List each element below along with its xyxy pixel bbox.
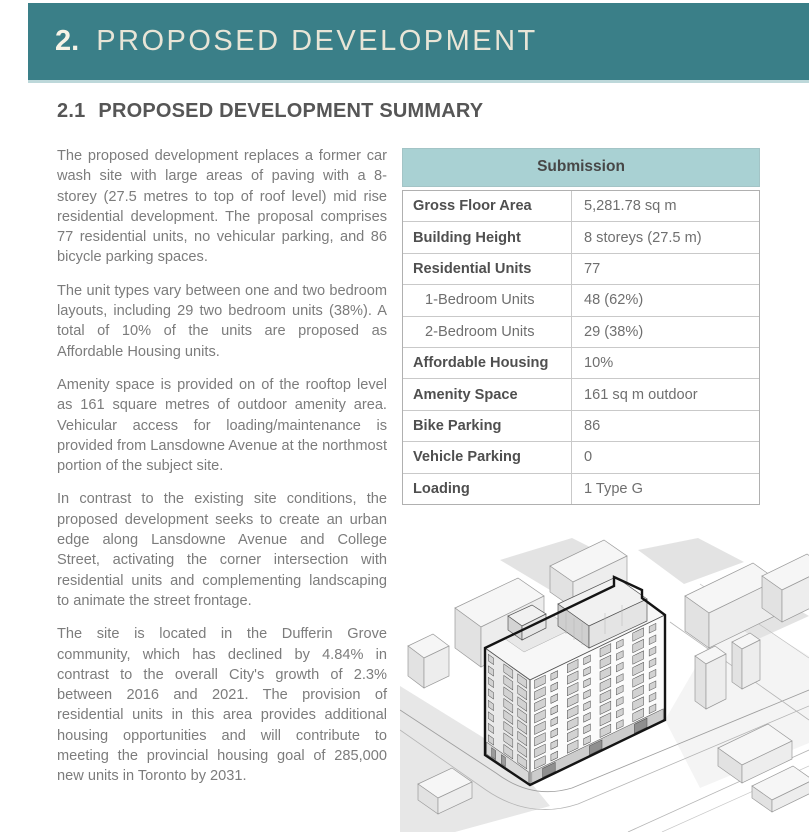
table-row (403, 347, 759, 378)
chapter-number: 2. (55, 25, 80, 57)
row-label: Amenity Space (413, 386, 518, 403)
row-label: 1-Bedroom Units (425, 292, 535, 309)
section-number: 2.1 (57, 100, 86, 122)
table-header: Submission (402, 148, 760, 187)
table-row (403, 473, 759, 504)
row-value: 77 (571, 254, 759, 284)
chapter-title: PROPOSED DEVELOPMENT (96, 25, 538, 57)
table-row (403, 441, 759, 472)
row-value: 8 storeys (27.5 m) (571, 222, 759, 252)
row-value: 86 (571, 411, 759, 441)
section-heading (57, 100, 483, 123)
paragraph: The site is located in the Dufferin Grove community, which has declined by 4.84% in contrast to the overall City's growth of 2.3% between 2016 and 2021. The provision of residential units in this area provides additional housing opportunities and will contribute to meeting the provincial housing goal of 285,000 new units in Toronto by 2031. (57, 626, 387, 785)
row-value: 48 (62%) (571, 285, 759, 315)
section-title: PROPOSED DEVELOPMENT SUMMARY (98, 100, 484, 122)
paragraph: Amenity space is provided on of the rooftop level as 161 square metres of outdoor amenity area. Vehicular access for loading/maintenance is provided from Lansdowne Avenue at the northmost portion of the subject site. (57, 376, 387, 475)
table-row (403, 191, 759, 221)
chapter-banner (28, 3, 809, 83)
table-row (403, 221, 759, 252)
row-label: 2-Bedroom Units (425, 323, 535, 340)
paragraph: The unit types vary between one and two bedroom layouts, including 29 two bedroom units (38%). A total of 10% of the units are proposed as Affordable Housing units. (57, 282, 387, 360)
row-value: 1 Type G (571, 474, 759, 504)
row-label: Building Height (413, 229, 521, 246)
row-label: Gross Floor Area (413, 198, 532, 215)
paragraph: The proposed development replaces a former car wash site with large areas of paving with a 8-storey (27.5 metres to top of roof level) mid rise residential development. The proposal comprises 77 residential units, no vehicular parking, and 86 bicycle parking spaces. (57, 148, 387, 266)
row-label: Vehicle Parking (413, 449, 521, 466)
row-value: 0 (571, 442, 759, 472)
table-row (403, 316, 759, 347)
paragraph: In contrast to the existing site conditions, the proposed development seeks to create an urban edge along Lansdowne Avenue and College Street, activating the corner intersection with residential units and complementing landscaping to animate the street frontage. (57, 491, 387, 609)
row-value: 29 (38%) (571, 317, 759, 347)
building-illustration (400, 538, 809, 832)
body-text-column (57, 146, 387, 800)
row-value: 10% (571, 348, 759, 378)
row-label: Residential Units (413, 260, 532, 277)
table-row (403, 410, 759, 441)
row-label: Affordable Housing (413, 355, 549, 372)
table-row (403, 253, 759, 284)
row-label: Loading (413, 480, 470, 497)
table-body (402, 190, 760, 505)
table-row (403, 284, 759, 315)
row-value: 161 sq m outdoor (571, 379, 759, 409)
row-value: 5,281.78 sq m (571, 191, 759, 221)
table-row (403, 378, 759, 409)
submission-table (402, 148, 760, 505)
row-label: Bike Parking (413, 417, 502, 434)
